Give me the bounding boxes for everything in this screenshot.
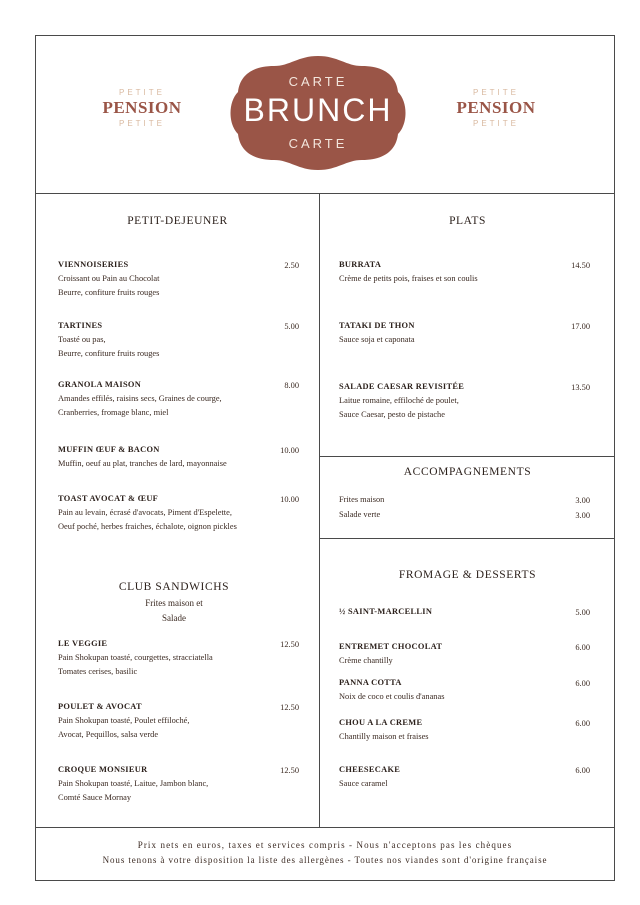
- item-desc: Amandes effilés, raisins secs, Graines de courge,: [58, 394, 222, 403]
- menu-item: [339, 258, 559, 286]
- item-price: 12.50: [280, 766, 299, 775]
- logo-top-text: PETITE: [118, 88, 165, 97]
- item-price: 10.00: [280, 495, 299, 504]
- petit-dejeuner-title: PETIT-DEJEUNER: [127, 215, 228, 227]
- item-desc: Comté Sauce Mornay: [58, 793, 132, 802]
- item-price: 3.00: [575, 496, 590, 505]
- badge-top-text: CARTE: [288, 74, 348, 89]
- item-desc: Toasté ou pas,: [58, 335, 106, 344]
- menu-item: [58, 319, 288, 361]
- menu-item: [339, 493, 539, 507]
- header-divider: [35, 193, 615, 194]
- item-name: PANNA COTTA: [339, 678, 402, 687]
- menu-item: [339, 380, 559, 422]
- menu-item: [58, 378, 288, 420]
- item-name: TOAST AVOCAT & ŒUF: [58, 494, 159, 503]
- item-name: CHOU A LA CREME: [339, 718, 423, 727]
- item-name: TARTINES: [58, 321, 103, 330]
- item-name: CHEESECAKE: [339, 765, 401, 774]
- item-name: Salade verte: [339, 510, 381, 519]
- plats-title: PLATS: [449, 215, 486, 227]
- left-pension-logo: [82, 88, 202, 148]
- item-desc: Pain Shokupan toasté, courgettes, stracciatella: [58, 653, 213, 662]
- item-price: 6.00: [575, 766, 590, 775]
- item-desc: Sauce soja et caponata: [339, 335, 415, 344]
- item-name: BURRATA: [339, 260, 382, 269]
- accompagnements-divider: [319, 456, 615, 457]
- item-price: 12.50: [280, 703, 299, 712]
- item-price: 12.50: [280, 640, 299, 649]
- badge-bottom-text: CARTE: [288, 136, 348, 151]
- item-name: VIENNOISERIES: [58, 260, 129, 269]
- item-desc: Croissant ou Pain au Chocolat: [58, 274, 160, 283]
- item-price: 13.50: [571, 383, 590, 392]
- item-name: Frites maison: [339, 495, 385, 504]
- subtitle-line: Frites maison et: [145, 598, 203, 608]
- accompagnements-title: ACCOMPAGNEMENTS: [403, 466, 532, 478]
- logo-top-text: PETITE: [472, 88, 519, 97]
- item-price: 6.00: [575, 679, 590, 688]
- menu-item: [339, 676, 559, 704]
- logo-main-text: PENSION: [456, 98, 536, 117]
- item-desc: Pain Shokupan toasté, Poulet effiloché,: [58, 716, 190, 725]
- item-price: 2.50: [284, 261, 299, 270]
- right-pension-logo: [436, 88, 556, 148]
- menu-item: [339, 319, 559, 347]
- item-name: ENTREMET CHOCOLAT: [339, 642, 443, 651]
- menu-item: [339, 716, 559, 744]
- desserts-divider: [319, 538, 615, 539]
- item-price: 8.00: [284, 381, 299, 390]
- club-sandwichs-title: CLUB SANDWICHS: [118, 581, 230, 593]
- menu-item: [58, 258, 288, 300]
- item-desc: Laitue romaine, effiloché de poulet,: [339, 396, 459, 405]
- item-price: 6.00: [575, 643, 590, 652]
- item-desc: Crème chantilly: [339, 656, 393, 665]
- item-price: 6.00: [575, 719, 590, 728]
- menu-item: [58, 700, 288, 742]
- menu-item: [339, 605, 559, 619]
- footer-line-2: Nous tenons à votre disposition la liste des allergènes - Toutes nos viandes sont d'origine française: [102, 855, 548, 865]
- column-divider: [319, 193, 320, 827]
- club-sandwichs-subtitle: [36, 596, 312, 626]
- menu-item: [58, 443, 288, 471]
- item-desc: Noix de coco et coulis d'ananas: [339, 692, 445, 701]
- item-price: 14.50: [571, 261, 590, 270]
- menu-item: [58, 637, 288, 679]
- menu-item: [58, 763, 288, 805]
- item-desc: Pain au levain, écrasé d'avocats, Piment d'Espelette,: [58, 508, 232, 517]
- item-name: ½ SAINT-MARCELLIN: [339, 607, 433, 616]
- item-price: 5.00: [575, 608, 590, 617]
- item-name: SALADE CAESAR REVISITÉE: [339, 382, 465, 391]
- item-name: LE VEGGIE: [58, 639, 108, 648]
- logo-bottom-text: PETITE: [118, 119, 165, 128]
- item-desc: Avocat, Pequillos, salsa verde: [58, 730, 159, 739]
- item-desc: Sauce Caesar, pesto de pistache: [339, 410, 445, 419]
- badge-main-text: BRUNCH: [243, 92, 393, 128]
- item-price: 3.00: [575, 511, 590, 520]
- item-desc: Pain Shokupan toasté, Laitue, Jambon blanc,: [58, 779, 209, 788]
- footer-divider: [35, 827, 615, 828]
- item-desc: Tomates cerises, basilic: [58, 667, 138, 676]
- item-desc: Cranberries, fromage blanc, miel: [58, 408, 169, 417]
- menu-item: [339, 640, 559, 668]
- item-name: TATAKI DE THON: [339, 321, 415, 330]
- item-desc: Muffin, oeuf au plat, tranches de lard, mayonnaise: [58, 459, 227, 468]
- item-price: 10.00: [280, 446, 299, 455]
- item-desc: Chantilly maison et fraises: [339, 732, 429, 741]
- item-name: CROQUE MONSIEUR: [58, 765, 148, 774]
- brunch-badge: [226, 52, 410, 174]
- menu-item: [339, 508, 539, 522]
- footer-line-1: Prix nets en euros, taxes et services compris - Nous n'acceptons pas les chèques: [137, 840, 513, 850]
- desserts-title: FROMAGE & DESSERTS: [398, 569, 537, 581]
- item-desc: Sauce caramel: [339, 779, 388, 788]
- item-desc: Beurre, confiture fruits rouges: [58, 349, 160, 358]
- item-desc: Beurre, confiture fruits rouges: [58, 288, 160, 297]
- item-desc: Crème de petits pois, fraises et son coulis: [339, 274, 478, 283]
- item-price: 17.00: [571, 322, 590, 331]
- logo-bottom-text: PETITE: [472, 119, 519, 128]
- logo-main-text: PENSION: [102, 98, 182, 117]
- menu-item: [339, 763, 559, 791]
- item-name: GRANOLA MAISON: [58, 380, 142, 389]
- item-price: 5.00: [284, 322, 299, 331]
- item-name: MUFFIN ŒUF & BACON: [58, 445, 160, 454]
- item-desc: Oeuf poché, herbes fraiches, échalote, oignon pickles: [58, 522, 237, 531]
- item-name: POULET & AVOCAT: [58, 702, 142, 711]
- subtitle-line: Salade: [162, 613, 186, 623]
